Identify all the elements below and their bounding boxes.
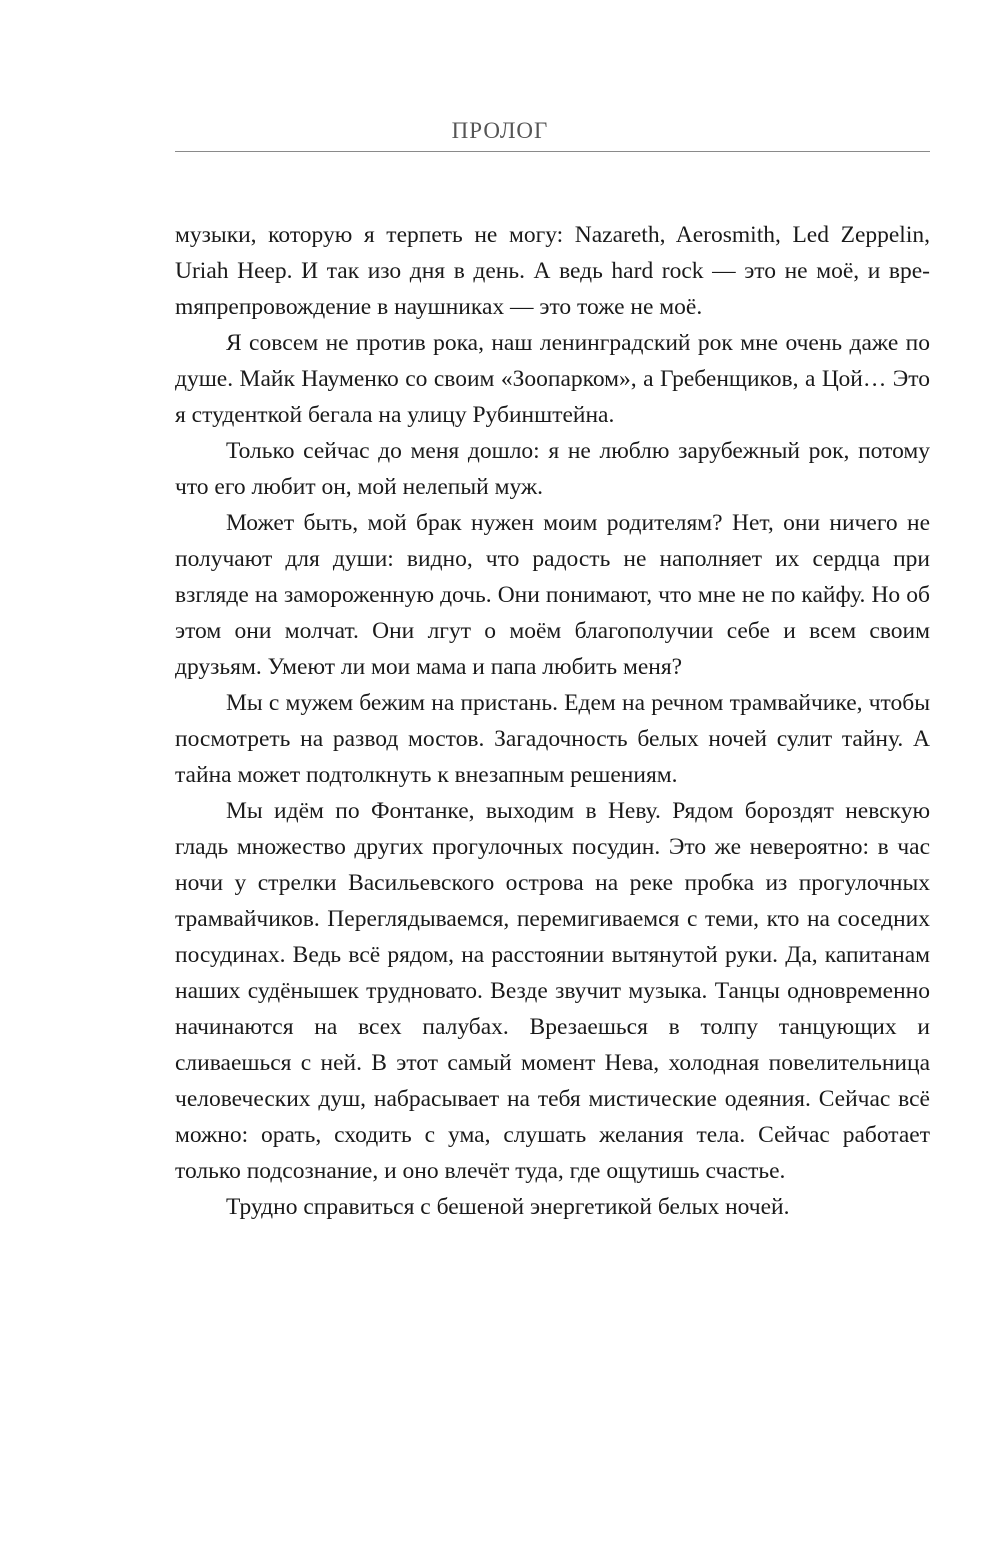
paragraph-continued: музыки, которую я терпеть не могу: Nazareth, Aerosmith, Led Zeppelin, Uriah Heep. И так изо дня в день. А ведь hard rock — это не моё, и вреmяпрепровождение в наушниках — это тоже не моё. xyxy=(175,222,930,320)
paragraph: Может быть, мой брак нужен моим родителям? Нет, они ничего не получают для души: видно, что радость не наполняет их сердца при взгляде на замороженную дочь. Они понимают, что мне не по кайфу. Но об этом они молчат. Они лгут о моём благополучии себе и всем своим друзьям. Умеют ли мои мама и папа любить меня? xyxy=(175,510,930,680)
header-divider xyxy=(175,151,930,152)
paragraph: Только сейчас до меня дошло: я не люблю зарубежный рок, потому что его любит он, мой нелепый муж. xyxy=(175,438,930,500)
body-text xyxy=(175,217,930,1225)
paragraph: Мы идём по Фонтанке, выходим в Неву. Рядом бороздят невскую гладь множество других прогулочных посудин. Это же невероятно: в час ночи у стрелки Васильевского острова на реке пробка из прогулочных трамвайчиков. Переглядываемся, перемигиваемся с теми, кто на соседних посудинах. Ведь всё рядом, на расстоянии вытянутой руки. Да, капитанам наших судёнышек трудновато. Везде звучит музыка. Танцы одновременно начинаются на всех палубах. Врезаешься в толпу танцующих и сливаешься с ней. В этот самый момент Нева, холодная повелительница человеческих душ, набрасывает на тебя мистические одеяния. Сейчас всё можно: орать, сходить с ума, слушать желания тела. Сейчас работает только подсознание, и оно влечёт туда, где ощутишь счастье. xyxy=(175,798,930,1184)
running-head-title: ПРОЛОГ xyxy=(451,118,549,143)
paragraph: Я совсем не против рока, наш ленинградский рок мне очень даже по душе. Майк Науменко со своим «Зоопарком», а Гребенщиков, а Цой… Это я студенткой бегала на улицу Рубинштейна. xyxy=(175,330,930,428)
paragraph: Мы с мужем бежим на пристань. Едем на речном трамвайчике, чтобы посмотреть на развод мостов. Загадочность белых ночей сулит тайну. А тайна может подтолкнуть к внезапным решениям. xyxy=(175,690,930,788)
paragraph: Трудно справиться с бешеной энергетикой белых ночей. xyxy=(226,1194,790,1220)
